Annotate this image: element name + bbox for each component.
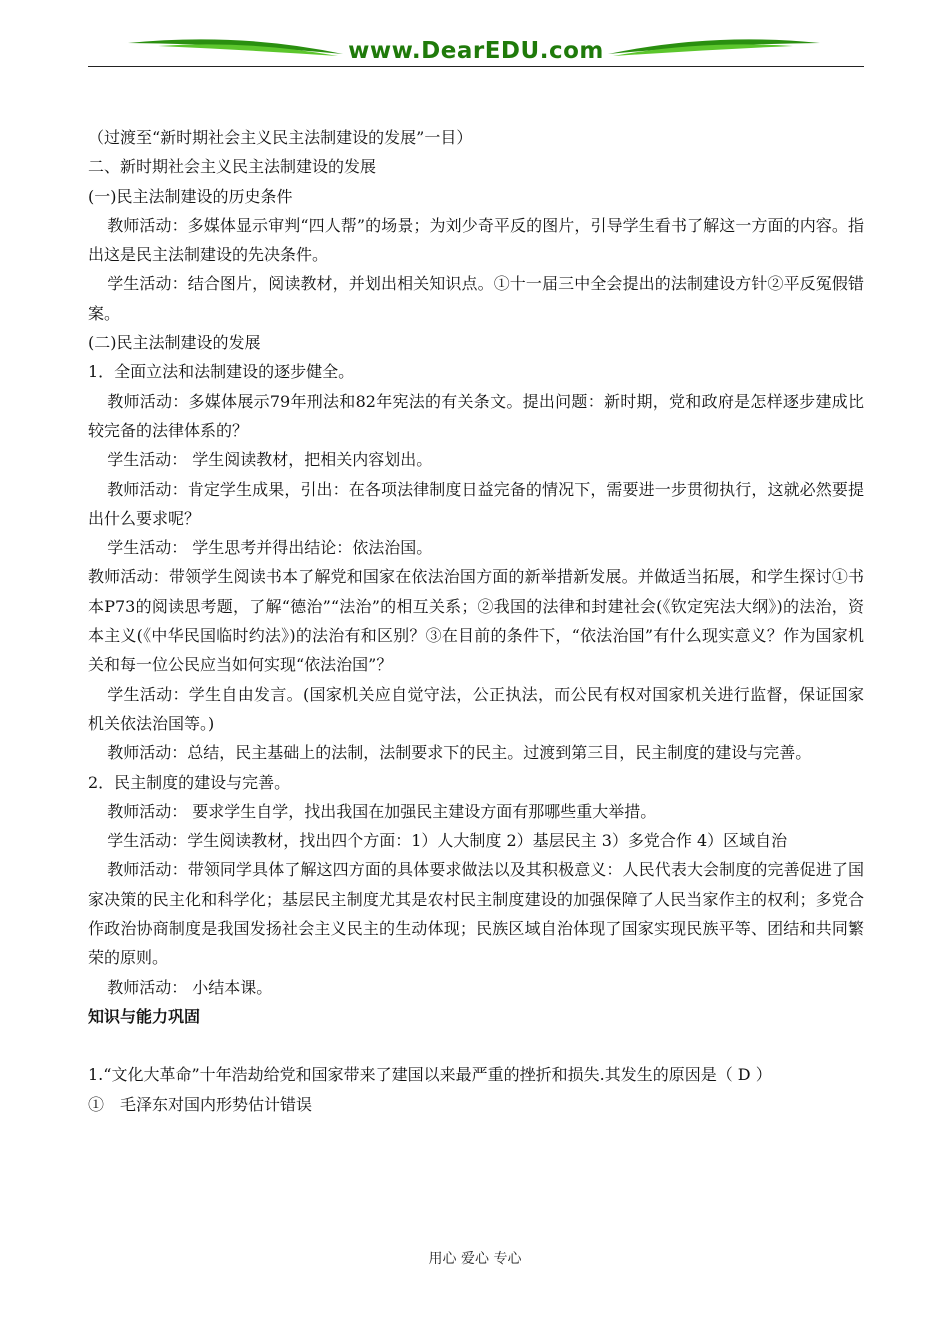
paragraph: (二)民主法制建设的发展 (88, 333, 261, 353)
paragraph: 教师活动：带领学生阅读书本了解党和国家在依法治国方面的新举措新发展。并做适当拓展，和学生探讨①书本P73的阅读思考题，了解“德治”“法治”的相互关系；②我国的法律和封建社会(《钦定宪法大纲》)的法治，资本主义(《中华民国临时约法》)的法治有和区别？③在目前的条件下，“依法治国”有什么现实意义？作为国家机关和每一位公民应当如何实现“依法治国”？ (88, 567, 864, 675)
paragraph: 教师活动：总结，民主基础上的法制，法制要求下的民主。过渡到第三目，民主制度的建设与完善。 (107, 743, 812, 763)
page-footer: 用心 爱心 专心 (428, 1251, 522, 1267)
header-rule (88, 66, 864, 67)
paragraph: 1．全面立法和法制建设的逐步健全。 (88, 362, 355, 382)
paragraph: 教师活动： 小结本课。 (107, 977, 273, 997)
site-logo-text: www.DearEDU.com (348, 38, 604, 64)
paragraph: 教师活动：多媒体展示79年刑法和82年宪法的有关条文。提出问题：新时期，党和政府是怎样逐步建成比较完备的法律体系的？ (88, 391, 864, 440)
paragraph: 教师活动：带领同学具体了解这四方面的具体要求做法以及其积极意义：人民代表大会制度的完善促进了国家决策的民主化和科学化；基层民主制度尤其是农村民主制度建设的加强保障了人民当家作主的权利；多党合作政治协商制度是我国发扬社会主义民主的生动体现；民族区域自治体现了国家实现民族平等、团结和共同繁荣的原则。 (88, 860, 864, 968)
paragraph: 学生活动： 学生思考并得出结论：依法治国。 (107, 538, 433, 558)
paragraph: ① 毛泽东对国内形势估计错误 (88, 1094, 313, 1114)
document-body (88, 123, 864, 1119)
site-header (88, 30, 864, 70)
paragraph: （过渡至“新时期社会主义民主法制建设的发展”一目） (88, 128, 473, 147)
paragraph: 二、新时期社会主义民主法制建设的发展 (88, 157, 377, 177)
paragraph: 学生活动：结合图片，阅读教材，并划出相关知识点。①十一届三中全会提出的法制建设方针②平反冤假错案。 (88, 274, 864, 323)
paragraph: (一)民主法制建设的历史条件 (88, 186, 293, 206)
paragraph: 学生活动：学生阅读教材，找出四个方面：1）人大制度 2）基层民主 3）多党合作 4）区域自治 (107, 831, 788, 851)
paragraph: 学生活动： 学生阅读教材，把相关内容划出。 (107, 450, 433, 470)
paragraph: 2．民主制度的建设与完善。 (88, 772, 291, 792)
paragraph: 教师活动： 要求学生自学，找出我国在加强民主建设方面有那哪些重大举措。 (107, 801, 657, 821)
paragraph: 教师活动：多媒体显示审判“四人帮”的场景；为刘少奇平反的图片，引导学生看书了解这一方面的内容。指出这是民主法制建设的先决条件。 (88, 215, 864, 265)
paragraph: 教师活动：肯定学生成果，引出：在各项法律制度日益完备的情况下，需要进一步贯彻执行，这就必然要提出什么要求呢？ (88, 479, 864, 528)
paragraph: 学生活动：学生自由发言。(国家机关应自觉守法，公正执法，而公民有权对国家机关进行监督，保证国家机关依法治国等。) (88, 684, 864, 733)
section-heading: 知识与能力巩固 (88, 1006, 201, 1026)
paragraph: 1.“文化大革命”十年浩劫给党和国家带来了建国以来最严重的挫折和损失.其发生的原因是（ D ） (88, 1065, 772, 1085)
